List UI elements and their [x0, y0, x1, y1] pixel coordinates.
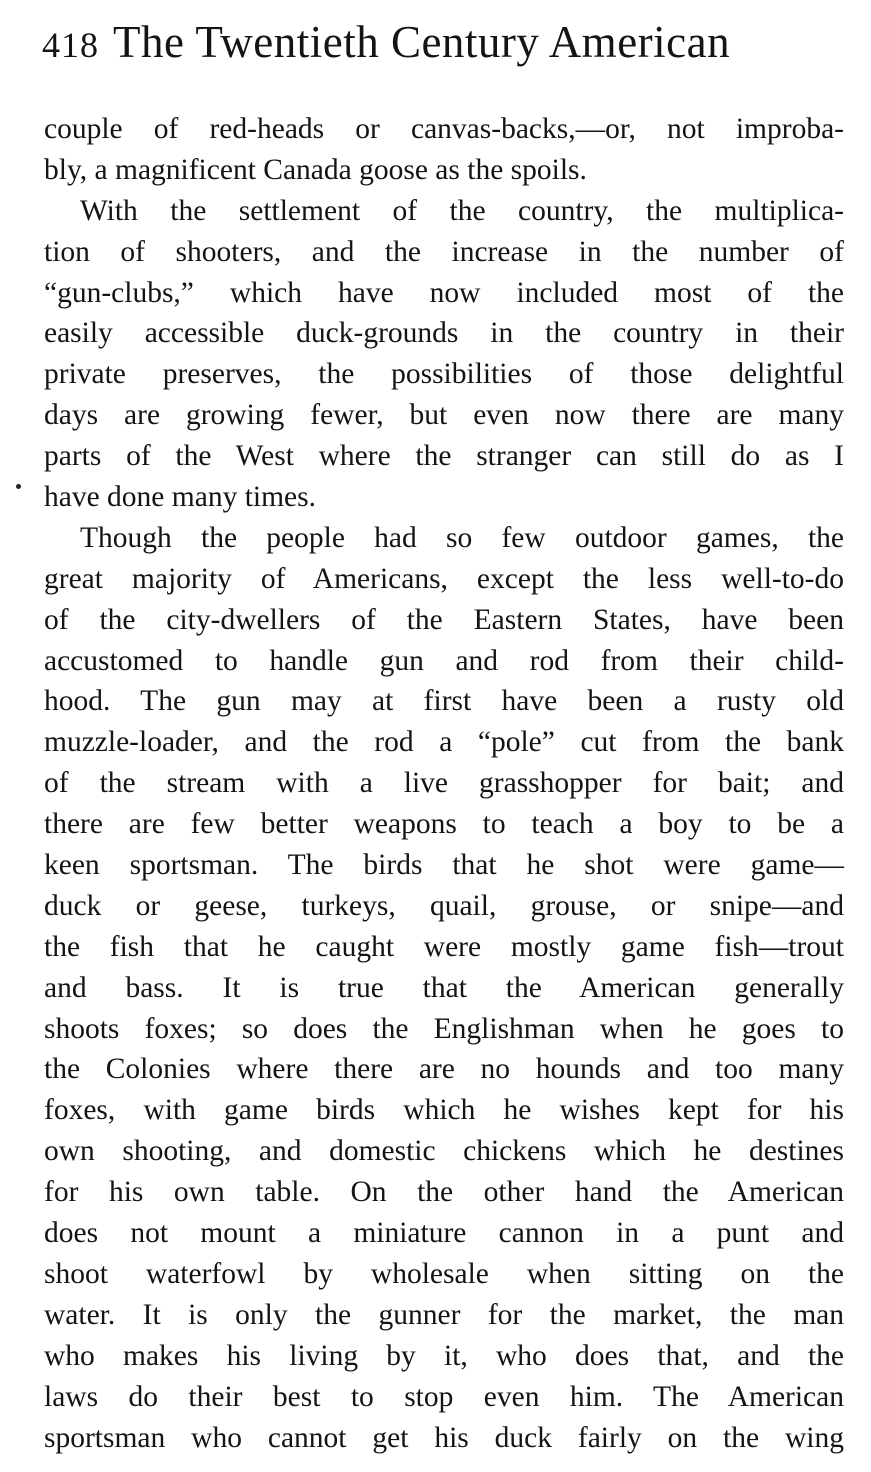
text-line: bly, a magnificent Canada goose as the spoils.: [44, 153, 587, 186]
text-line: foxes, with game birds which he wishes kept for his: [44, 1094, 844, 1127]
text-line: parts of the West where the stranger can still do as I: [44, 440, 844, 473]
text-line: shoots foxes; so does the Englishman when he goes to: [44, 1012, 844, 1045]
text-line: duck or geese, turkeys, quail, grouse, or snipe—and: [44, 889, 844, 922]
text-line: have done many times.: [44, 481, 316, 514]
text-line: great majority of Americans, except the less well-to-do: [44, 562, 844, 595]
text-line: “gun-clubs,” which have now included most of the: [44, 276, 844, 309]
page-number: 418: [42, 25, 99, 65]
margin-dot-mark: [16, 484, 21, 489]
text-line: of the stream with a live grasshopper for bait; and: [44, 767, 844, 800]
running-head: [42, 16, 842, 76]
text-line: own shooting, and domestic chickens which he destines: [44, 1135, 844, 1168]
text-line: the fish that he caught were mostly game fish—trout: [44, 930, 844, 963]
paragraph-first-line: With the settlement of the country, the multiplica-: [80, 194, 844, 227]
text-line: private preserves, the possibilities of those delightful: [44, 358, 844, 391]
text-line: of the city-dwellers of the Eastern States, have been: [44, 603, 844, 636]
text-line: for his own table. On the other hand the American: [44, 1176, 844, 1209]
text-line: couple of red-heads or canvas-backs,—or, not improba-: [44, 113, 844, 145]
text-line: there are few better weapons to teach a boy to be a: [44, 808, 844, 841]
text-line: accustomed to handle gun and rod from their child-: [44, 644, 844, 677]
text-line: muzzle-loader, and the rod a “pole” cut from the bank: [44, 726, 844, 759]
text-line: keen sportsman. The birds that he shot were game—: [44, 849, 844, 882]
text-line: does not mount a miniature cannon in a punt and: [44, 1217, 844, 1250]
text-line: laws do their best to stop even him. The American: [44, 1380, 844, 1413]
running-title: The Twentieth Century American: [113, 17, 731, 67]
text-line: hood. The gun may at first have been a rusty old: [44, 685, 844, 718]
text-line: easily accessible duck-grounds in the country in their: [44, 317, 844, 350]
paragraph-first-line: Though the people had so few outdoor games, the: [80, 521, 844, 554]
text-line: and bass. It is true that the American generally: [44, 971, 844, 1004]
text-line: water. It is only the gunner for the market, the man: [44, 1298, 844, 1331]
text-line: shoot waterfowl by wholesale when sitting on the: [44, 1257, 844, 1290]
text-line: the Colonies where there are no hounds and too many: [44, 1053, 844, 1086]
text-line: who makes his living by it, who does that, and the: [44, 1339, 844, 1372]
body-text: [44, 109, 844, 1458]
text-line: days are growing fewer, but even now there are many: [44, 399, 844, 432]
text-line: tion of shooters, and the increase in the number of: [44, 235, 844, 268]
text-line: sportsman who cannot get his duck fairly on the wing: [44, 1421, 844, 1454]
